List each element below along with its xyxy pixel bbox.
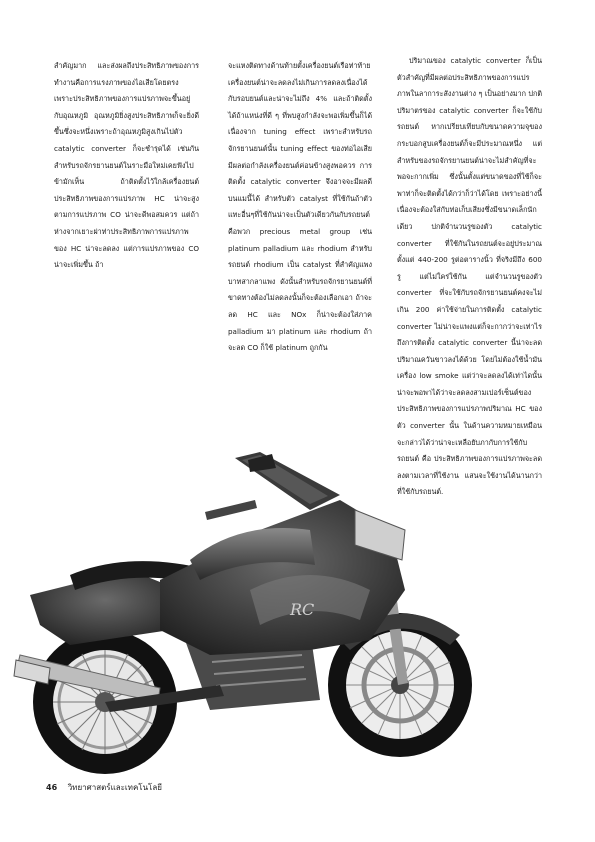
page-number: 46 xyxy=(46,783,58,792)
column-paragraph: จะแหงติดทางด้านท้ายตั้งเครื่องยนต์เรือท่าท้ายเครื่องยนต์น่าจะลดลงไม่เกินการลดลงเนื่องได้กับรอบยนต์และน่าจะไม่ถึง 4% และถ้าติดตั้งได้ถ้าแหน่งที่ดี ๆ ที่พบสูงกำลังจะพอเพิ่มขึ้นก็ได้เนื่องจาก tuning effect เพราะสำหรับรถจักรยานยนต์นั้น tuning effect ของท่อไอเสียมีผลต่อกำลังเครื่องยนต์ค่อนข้างสูงพอควร การติดตั้ง catalytic converter จึงอาจจะมีผลดีบนแมนี้ได้ สำหรับตัว catalyst ที่ใช้กันถ้าตัวแทะอื่นๆที่ใช้กันน่าจะเป็นตัวเดียวกันกับรถยนต์คือพวก precious metal group เช่น platinum palladium และ rhodium สำหรับรถยนต์ rhodium เป็น catalyst ที่สำคัญแพงบาทสากลาแพง ดังนั้นสำหรับรถจักรยานยนต์ที่ขาดทางต้องไม่ลดลงนั้นก็จะต้องเลือกเอา ถ้าจะลด HC และ NOx ก็น่าจะต้องใส่ภาค palladium มา platinum และ rhodium ถ้าจะลด CO ก็ใช้ platinum ถูกกัน xyxy=(228,61,372,353)
text-column-right xyxy=(397,53,542,501)
motorcycle-photo xyxy=(10,440,490,780)
page-footer xyxy=(46,781,162,794)
text-column-middle xyxy=(228,58,372,357)
text-column-left xyxy=(54,58,199,274)
fairing-logo-text: RC xyxy=(290,600,315,619)
column-paragraph: ปริมาณของ catalytic converter ก็เป็นตัวสำคัญที่มีผลต่อประสิทธิภาพของการแปรภาพในลาการะสังงานต่าง ๆ เป็นอย่างมาก ปกติปริมาตรของ catalytic converter ก็จะใช้กับรถยนต์ หากเปรียบเทียบกับขนาดความจุของกระบอกสูบเครื่องยนต์ก็จะมีประมาณหนึ่ง แต่สำหรับของรถจักรยานยนต์น่าจะไม่สำคัญที่จะพอจะกากเพิ่ม ซึ่งนั้นตั้งแต่ขนาดของที่ใช้ก็จะพาท่าก็จะติดตั้งได้กว่าก็ว่าได้โดย เพราะอย่างนี้เนื่องจะต้องใส่กับท่อเก็บเสียงซึ่งมีขนาดเล็กนักเดียว ปกติจำนวนรูของตัว catalytic converter ที่ใช้กันในรถยนต์จะอยู่ประมาณตั้งแต่ 440-200 รูต่อตารางนิ้ว ที่จริงมีถึง 600 รู แต่ไม่ใคร่ใช้กัน แต่จำนวนรูของตัว converter ที่จะใช้กับรถจักรยานยนต์คงจะไม่เกิน 200 ค่าใช้จ่ายในการติดตั้ง catalytic converter ไม่น่าจะแพงแต่ก็จะกากว่าจะเท่าไร ถึงการติดตั้ง catalytic converter นี้น่าจะลดปริมาณควันขาวลงได้ด้วย โดยไม่ต้องใช้น้ำมันเครื่อง low smoke แต่ว่าจะลดลงได้เท่าไดนั้นน่าจะพอพาได้ว่าจะลดลงสามเปอร์เซ็นต์ของประสิทธิภาพของการแปรภาพปริมาณ HC ของตัว converter นั้น ในด้านความหมายเหมือนจะกล่าวได้ว่าน่าจะเหลือยับภากับการใช้กับ รถยนต์ คือ ประสิทธิภาพของการแปรภาพจะลดลงตามเวลาที่ใช้งาน แสนจะใช้งานได้นานกว่าที่ใช้กับรถยนต์. xyxy=(397,56,542,497)
magazine-title: วิทยาศาสตร์และเทคโนโลยี xyxy=(67,783,162,792)
column-paragraph: สำคัญมาก และส่งผลถึงประสิทธิภาพของการทำงานคือการแรงภาพของไอเสียโดยตรง เพราะประสิทธิภาพของการแปรภาพจะขึ้นอยู่กับอุณหภูมิ อุณหภูมิยิ่งสูงประสิทธิภาพก็จะยิ่งดีขึ้นซึ่งจะหนึ่งเพราะถ้าอุณหภูมิสูงเกินไปตัว catalytic converter ก็จะชำรุดได้ เช่นกัน สำหรับรถจักรยานยนต์ในราะมือใหม่เคยฟังไปข้ามักเห็น ถ้าติดตั้งไว้ใกล้เครื่องยนต์ประสิทธิภาพของการแปรภาพ HC น่าจะสูง ตามการแปรภาพ CO น่าจะดีพอสมควร แต่ถ้าห่างจากเยาะผ่าท่าประสิทธิภาพการแปรภาพของ HC น่าจะลดลง แต่การแปรภาพของ CO น่าจะเพิ่มขึ้น ถ้า xyxy=(54,61,199,270)
